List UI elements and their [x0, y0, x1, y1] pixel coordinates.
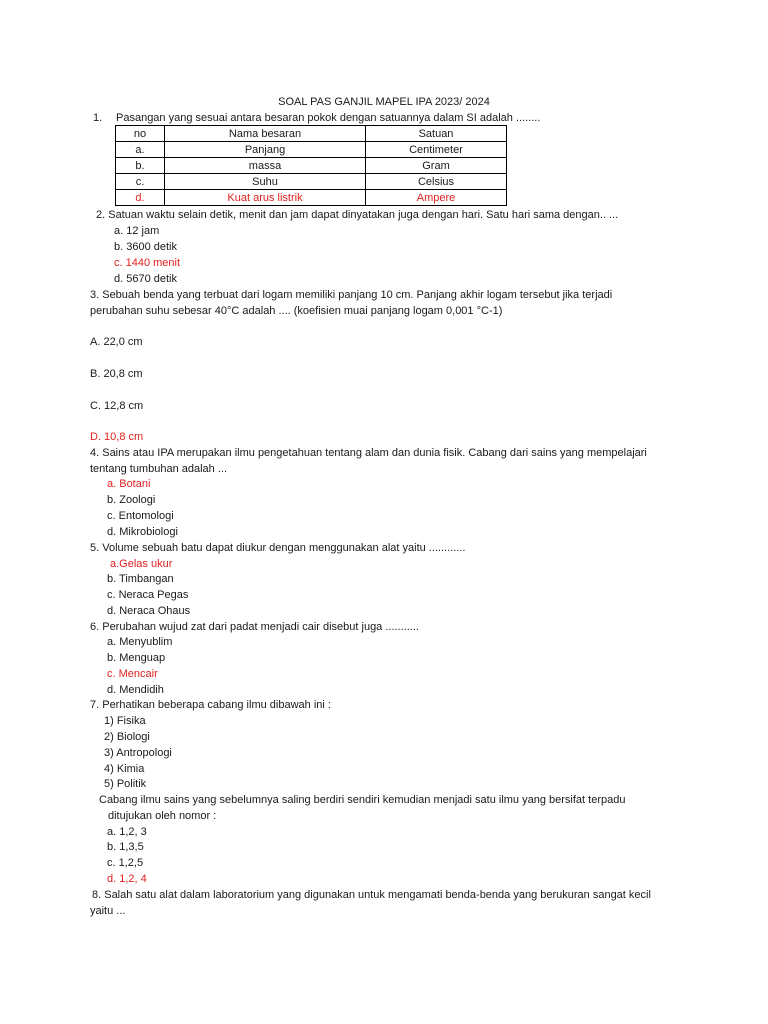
table-cell: d. — [116, 190, 165, 206]
table-cell: Suhu — [165, 174, 366, 190]
table-header-cell: no — [116, 126, 165, 142]
table-cell: Gram — [366, 158, 507, 174]
q3-text-line2: perubahan suhu sebesar 40°C adalah .... (koefisien muai panjang logam 0,001 °C-1) — [90, 305, 503, 317]
q3-option-a: A. 22,0 cm — [90, 336, 143, 348]
table-cell: Celsius — [366, 174, 507, 190]
q5-option-b: b. Timbangan — [107, 573, 174, 585]
table-cell: massa — [165, 158, 366, 174]
q7-item-2: 2) Biologi — [104, 731, 150, 743]
table-cell: b. — [116, 158, 165, 174]
q2-option-b: b. 3600 detik — [114, 241, 177, 253]
q3-option-d-answer: D. 10,8 cm — [90, 431, 144, 443]
q7-text: 7. Perhatikan beberapa cabang ilmu dibawah ini : — [90, 699, 331, 711]
q7-option-a: a. 1,2, 3 — [107, 826, 147, 838]
q5-text: 5. Volume sebuah batu dapat diukur dengan menggunakan alat yaitu ............ — [90, 542, 466, 554]
q2-text: 2. Satuan waktu selain detik, menit dan jam dapat dinyatakan juga dengan hari. Satu hari sama dengan.. ... — [96, 209, 619, 221]
q8-text-line1: 8. Salah satu alat dalam laboratorium yang digunakan untuk mengamati benda-benda yang berukuran sangat kecil — [92, 889, 651, 901]
table-cell: Centimeter — [366, 142, 507, 158]
q7-item-3: 3) Antropologi — [104, 747, 172, 759]
q6-option-d: d. Mendidih — [107, 684, 164, 696]
q7-stem-line1: Cabang ilmu sains yang sebelumnya saling berdiri sendiri kemudian menjadi satu ilmu yang bersifat terpadu — [99, 794, 626, 806]
q4-text-line2: tentang tumbuhan adalah ... — [90, 463, 227, 475]
q1-text: Pasangan yang sesuai antara besaran pokok dengan satuannya dalam SI adalah ........ — [116, 112, 541, 124]
q4-option-b: b. Zoologi — [107, 494, 156, 506]
q3-option-b: B. 20,8 cm — [90, 368, 143, 380]
q6-option-b: b. Menguap — [107, 652, 166, 664]
page-title: SOAL PAS GANJIL MAPEL IPA 2023/ 2024 — [278, 96, 490, 108]
q7-option-b: b. 1,3,5 — [107, 841, 144, 853]
q1-number: 1. — [93, 112, 103, 124]
table-row-answer — [116, 190, 507, 206]
q7-item-5: 5) Politik — [104, 778, 147, 790]
q3-text-line1: 3. Sebuah benda yang terbuat dari logam memiliki panjang 10 cm. Panjang akhir logam tersebut jika terjadi — [90, 289, 613, 301]
table-cell: a. — [116, 142, 165, 158]
table-header-cell: Nama besaran — [165, 126, 366, 142]
q7-item-4: 4) Kimia — [104, 763, 145, 775]
q7-item-1: 1) Fisika — [104, 715, 146, 727]
q4-text-line1: 4. Sains atau IPA merupakan ilmu pengetahuan tentang alam dan dunia fisik. Cabang dari sains yang mempelajari — [90, 447, 647, 459]
q5-option-a-answer: a.Gelas ukur — [110, 558, 173, 570]
q4-option-d: d. Mikrobiologi — [107, 526, 178, 538]
q2-option-c-answer: c. 1440 menit — [114, 257, 181, 269]
q1-table — [115, 125, 507, 206]
table-cell: c. — [116, 174, 165, 190]
q2-option-a: a. 12 jam — [114, 225, 160, 237]
q1-table-header — [116, 126, 507, 142]
q6-text: 6. Perubahan wujud zat dari padat menjadi cair disebut juga ........... — [90, 621, 419, 633]
q5-option-c: c. Neraca Pegas — [107, 589, 189, 601]
q5-option-d: d. Neraca Ohaus — [107, 605, 191, 617]
table-header-cell: Satuan — [366, 126, 507, 142]
q4-option-a-answer: a. Botani — [107, 478, 151, 490]
table-row — [116, 142, 507, 158]
q6-option-a: a. Menyublim — [107, 636, 173, 648]
table-cell: Kuat arus listrik — [165, 190, 366, 206]
q7-stem-line2: ditujukan oleh nomor : — [108, 810, 217, 822]
q7-option-d-answer: d. 1,2, 4 — [107, 873, 147, 885]
table-cell: Ampere — [366, 190, 507, 206]
q2-option-d: d. 5670 detik — [114, 273, 177, 285]
q7-option-c: c. 1,2,5 — [107, 857, 144, 869]
table-row — [116, 174, 507, 190]
q8-text-line2: yaitu ... — [90, 905, 126, 917]
q6-option-c-answer: c. Mencair — [107, 668, 158, 680]
table-cell: Panjang — [165, 142, 366, 158]
q3-option-c: C. 12,8 cm — [90, 400, 144, 412]
table-row — [116, 158, 507, 174]
q4-option-c: c. Entomologi — [107, 510, 174, 522]
